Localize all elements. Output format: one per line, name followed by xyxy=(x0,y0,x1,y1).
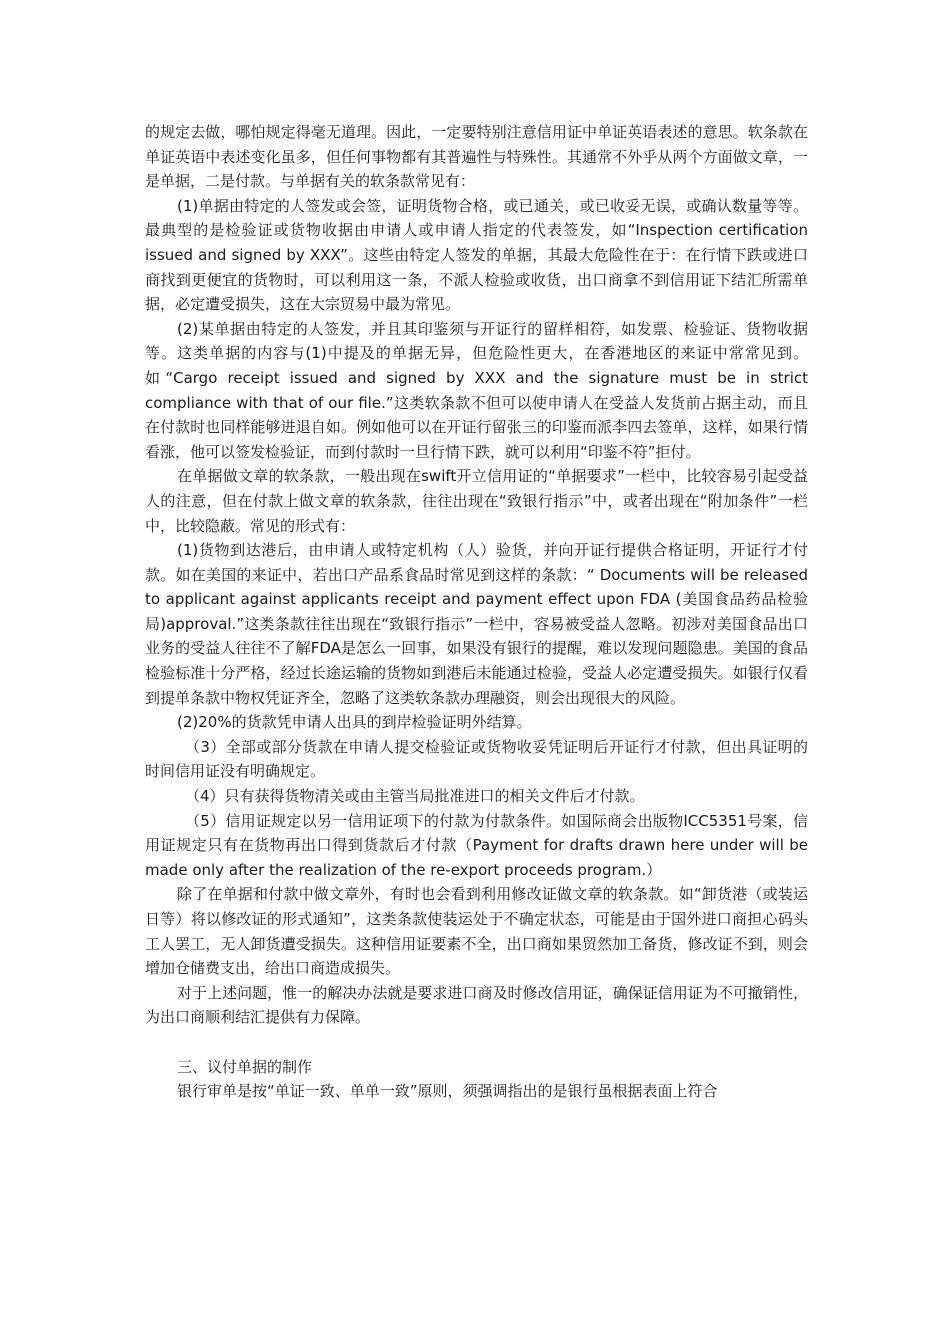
paragraph: (1)货物到达港后，由申请人或特定机构（人）验货，并向开证行提供合格证明，开证行才付款。如在美国的来证中，若出口产品系食品时常见到这样的条款：“ Documents will be released to applicant against applicants receipt and payment effect upon FDA (美国食品药品检验局)approval.”这类条款往往出现在“致银行指示”一栏中，容易被受益人忽略。初涉对美国食品出口业务的受益人往往不了解FDA是怎么一回事，如果没有银行的提醒，难以发现问题隐患。美国的食品检验标准十分严格，经过长途运输的货物如到港后未能通过检验，受益人必定遭受损失。如银行仅看到提单条款中物权凭证齐全，忽略了这类软条款办理融资，则会出现很大的风险。 xyxy=(145,541,808,707)
document-body xyxy=(145,120,808,1104)
section-heading: 三、议付单据的制作 xyxy=(177,1057,313,1076)
paragraph: 在单据做文章的软条款，一般出现在swift开立信用证的“单据要求”一栏中，比较容易引起受益人的注意，但在付款上做文章的软条款，往往出现在“致银行指示”中，或者出现在“附加条件”一栏中，比较隐蔽。常见的形式有： xyxy=(145,467,808,535)
paragraph: （5）信用证规定以另一信用证项下的付款为付款条件。如国际商会出版物ICC5351号案，信用证规定只有在货物再出口得到货款后才付款（Payment for drafts drawn here under will be made only after the realization of the re-export proceeds program.） xyxy=(145,811,808,879)
paragraph: (2)某单据由特定的人签发，并且其印鉴须与开证行的留样相符，如发票、检验证、货物收据等。这类单据的内容与(1)中提及的单据无异，但危险性更大，在香港地区的来证中常常见到。如“Cargo receipt issued and signed by XXX and the signature must be in strict compliance with that of our file.”这类软条款不但可以使申请人在受益人发货前占据主动，而且在付款时也同样能够进退自如。例如他可以在开证行留张三的印鉴而派李四去签单，这样，如果行情看涨，他可以签发检验证，而到付款时一旦行情下跌，就可以利用“印鉴不符”拒付。 xyxy=(145,319,808,461)
blank-line xyxy=(145,1030,808,1055)
paragraph: 银行审单是按“单证一致、单单一致”原则，须强调指出的是银行虽根据表面上符合 xyxy=(177,1082,718,1101)
paragraph: 对于上述问题，惟一的解决办法就是要求进口商及时修改信用证，确保证信用证为不可撤销性，为出口商顺利结汇提供有力保障。 xyxy=(145,983,808,1027)
paragraph: 除了在单据和付款中做文章外，有时也会看到利用修改证做文章的软条款。如“卸货港（或装运日等）将以修改证的形式通知”，这类条款使装运处于不确定状态，可能是由于国外进口商担心码头工人罢工，无人卸货遭受损失。这种信用证要素不全，出口商如果贸然加工备货，修改证不到，则会增加仓储费支出，给出口商造成损失。 xyxy=(145,885,808,978)
paragraph: (1)单据由特定的人签发或会签，证明货物合格，或已通关，或已收妥无误，或确认数量等等。最典型的是检验证或货物收据由申请人或申请人指定的代表签发，如“Inspection certification issued and signed by XXX”。这些由特定人签发的单据，其最大危险性在于：在行情下跌或进口商找到更便宜的货物时，可以利用这一条，不派人检验或收货，出口商拿不到信用证下结汇所需单据，必定遭受损失，这在大宗贸易中最为常见。 xyxy=(145,196,808,314)
paragraph: （3）全部或部分货款在申请人提交检验证或货物收妥凭证明后开证行才付款，但出具证明的时间信用证没有明确规定。 xyxy=(145,737,808,781)
paragraph: 的规定去做，哪怕规定得毫无道理。因此，一定要特别注意信用证中单证英语表述的意思。软条款在单证英语中表述变化虽多，但任何事物都有其普遍性与特殊性。其通常不外乎从两个方面做文章，一是单据，二是付款。与单据有关的软条款常见有： xyxy=(145,123,808,191)
paragraph: （4）只有获得货物清关或由主管当局批准进口的相关文件后才付款。 xyxy=(185,787,645,806)
paragraph: (2)20%的货款凭申请人出具的到岸检验证明外结算。 xyxy=(177,713,532,732)
